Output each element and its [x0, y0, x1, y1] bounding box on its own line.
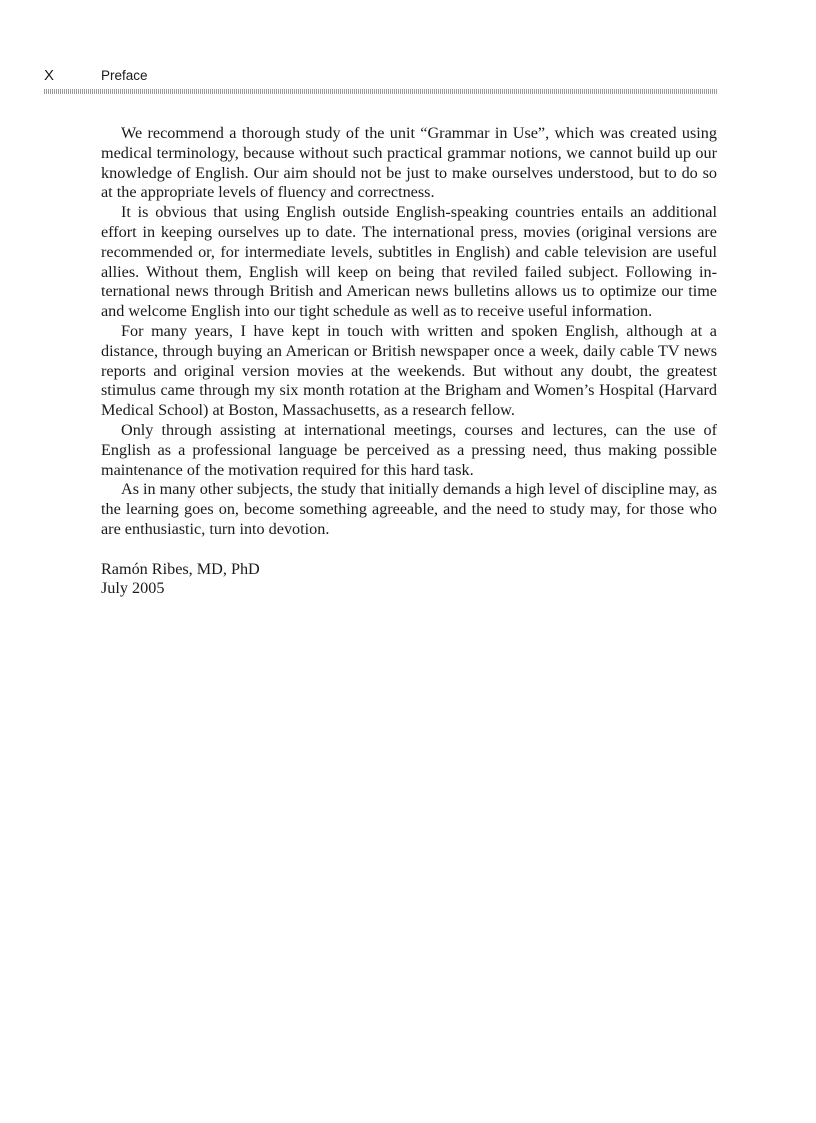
signature-block — [101, 560, 717, 600]
paragraph-international-meetings: Only through assisting at international meetings, courses and lectures, can the use of English as a professional language be perceived as a pressing need, thus making possible maintenance of the motivation required for this hard task. — [101, 420, 717, 479]
preface-body — [101, 124, 717, 599]
section-title: Preface — [101, 68, 148, 83]
header-rule — [44, 89, 718, 94]
paragraph-personal-experience: For many years, I have kept in touch with written and spoken English, although at a distance, through buying an American or British newspaper once a week, daily cable TV news reports and original version movies at the weekends. But without any doubt, the greatest stimulus came through my six month rotation at the Brigham and Women’s Hospital (Harvard Medical School) at Boston, Massachusetts, as a research fellow. — [101, 321, 717, 420]
running-head — [44, 66, 718, 86]
paragraph-discipline: As in many other subjects, the study that initially demands a high level of discipline may, as the learning goes on, become something agreeable, and the need to study may, for those who are enthusiastic, turn into devotion. — [101, 480, 717, 538]
paragraph-grammar-in-use: We recommend a thorough study of the unit “Grammar in Use”, which was created using medical terminology, because without such practical grammar notions, we cannot build up our knowledge of English. Our aim should not be just to make ourselves understood, but to do so at the appropriate levels of fluency and correctness. — [101, 124, 717, 202]
page-number: X — [44, 67, 55, 84]
signature-date: July 2005 — [101, 579, 165, 598]
author-name: Ramón Ribes, MD, PhD — [101, 559, 260, 578]
paragraph-english-abroad: It is obvious that using English outside English-speaking countries entails an additional effort in keeping ourselves up to date. The international press, movies (original versions are recommended or, for intermediate levels, subtitles in English) and cable television are useful allies. Without them, English will keep on being that reviled failed subject. Following international news through British and American news bulletins allows us to optimize our time and welcome English into our tight schedule as well as to receive useful information. — [101, 203, 717, 321]
